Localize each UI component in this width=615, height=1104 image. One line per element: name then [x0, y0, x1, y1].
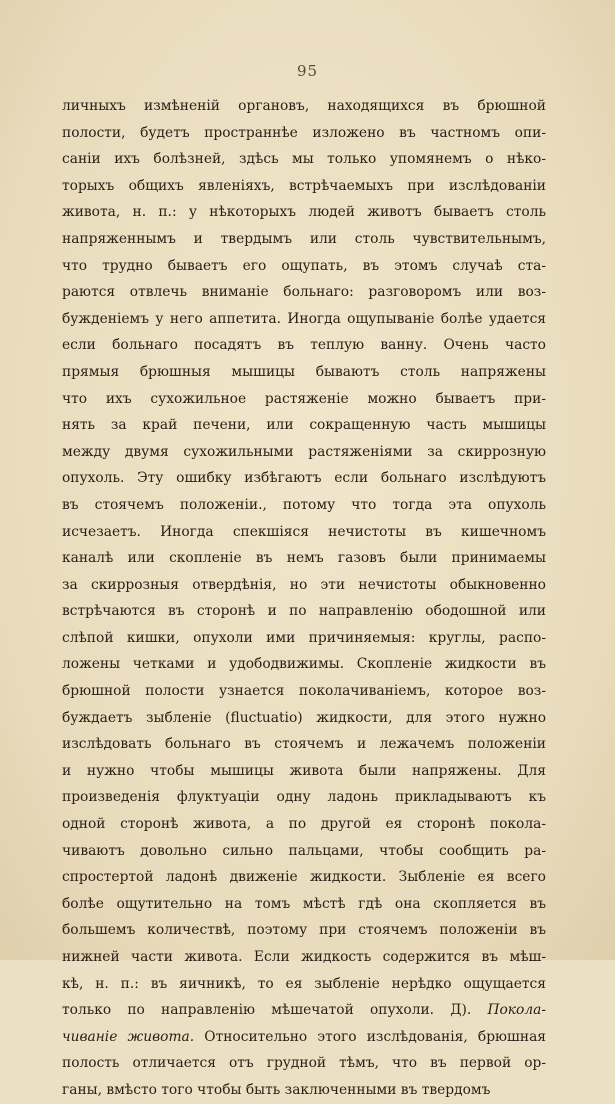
italic-heading: Покола-: [487, 1002, 546, 1019]
body-text: [62, 93, 546, 1104]
line-text: кѣ, н. п.: въ яичникѣ, то ея зыбленіе нерѣдко ощущается: [62, 975, 546, 992]
text-line: [62, 1024, 546, 1051]
text-line: [62, 917, 546, 944]
text-line: [62, 253, 546, 280]
line-text: саніи ихъ болѣзней, здѣсь мы только упомянемъ о нѣко-: [62, 151, 546, 168]
text-line: [62, 651, 546, 678]
text-line: [62, 519, 546, 546]
line-text: ганы, вмѣсто того чтобы быть заключенными въ твердомъ: [62, 1081, 491, 1098]
text-line: [62, 971, 546, 998]
line-text: ложены четками и удободвижимы. Скопленіе жидкости въ: [62, 656, 546, 673]
line-text: встрѣчаются въ сторонѣ и по направленію ободошной или: [62, 603, 546, 620]
text-line: [62, 146, 546, 173]
line-text: чиваютъ довольно сильно пальцами, чтобы сообщить ра-: [62, 842, 546, 859]
line-text: одной сторонѣ живота, а по другой ея сторонѣ покола-: [62, 816, 546, 833]
line-text: брюшной полости узнается поколачиваніемъ, которое воз-: [62, 683, 546, 700]
text-line: [62, 306, 546, 333]
line-text: что ихъ сухожильное растяженіе можно бываетъ при-: [62, 390, 546, 407]
text-line: [62, 705, 546, 732]
line-text: опухоль. Эту ошибку избѣгаютъ если больнаго изслѣдуютъ: [62, 470, 546, 487]
line-text: живота, н. п.: у нѣкоторыхъ людей животъ бываетъ столь: [62, 204, 546, 221]
text-line: [62, 731, 546, 758]
text-line: [62, 891, 546, 918]
line-text: каналѣ или скопленіе въ немъ газовъ были принимаемы: [62, 550, 546, 567]
line-text: спростертой ладонѣ движеніе жидкости. Зыбленіе ея всего: [62, 869, 546, 886]
text-line: [62, 120, 546, 147]
line-text: большемъ количествѣ, поэтому при стоячемъ положеніи въ: [62, 922, 546, 939]
text-line: [62, 412, 546, 439]
line-text: буждаетъ зыбленіе (fluctuatio) жидкости, для этого нужно: [62, 709, 546, 726]
line-text: Относительно этого изслѣдованія, брюшная: [194, 1028, 546, 1045]
text-line: [62, 1050, 546, 1077]
text-line: [62, 758, 546, 785]
text-line: [62, 492, 546, 519]
line-text: между двумя сухожильными растяженіями за скиррозную: [62, 443, 546, 460]
text-line: [62, 598, 546, 625]
line-text: полость отличается отъ грудной тѣмъ, что въ первой ор-: [62, 1055, 546, 1072]
text-line: [62, 545, 546, 572]
line-text: что трудно бываетъ его ощупать, въ этомъ случаѣ ста-: [62, 257, 546, 274]
text-line: [62, 838, 546, 865]
line-text: напряженнымъ и твердымъ или столь чувствительнымъ,: [62, 230, 546, 247]
text-line: [62, 199, 546, 226]
line-text: раются отвлечь вниманіе больнаго: разговоромъ или воз-: [62, 284, 546, 301]
text-line: [62, 811, 546, 838]
line-text: полости, будетъ пространнѣе изложено въ частномъ опи-: [62, 124, 546, 141]
text-line: [62, 226, 546, 253]
line-text: изслѣдовать больнаго въ стоячемъ и лежачемъ положеніи: [62, 736, 546, 753]
line-text: исчезаетъ. Иногда спекшіяся нечистоты въ кишечномъ: [62, 523, 546, 540]
line-text: произведенія флуктуаціи одну ладонь прикладываютъ къ: [62, 789, 546, 806]
text-line: [62, 997, 546, 1024]
line-text: и нужно чтобы мышицы живота были напряжены. Для: [62, 762, 546, 779]
text-line: [62, 332, 546, 359]
line-text: торыхъ общихъ явленіяхъ, встрѣчаемыхъ при изслѣдованіи: [62, 177, 546, 194]
line-text: личныхъ измѣненій органовъ, находящихся въ брюшной: [62, 98, 546, 114]
text-line: [62, 572, 546, 599]
text-line: [62, 439, 546, 466]
line-text: за скиррозныя отвердѣнія, но эти нечистоты обыкновенно: [62, 576, 546, 593]
line-text: нижней части живота. Если жидкость содержится въ мѣш-: [62, 949, 546, 965]
line-text: если больнаго посадятъ въ теплую ванну. Очень часто: [62, 337, 546, 354]
text-line: [62, 1077, 546, 1104]
line-text: въ стоячемъ положеніи., потому что тогда эта опухоль: [62, 496, 546, 513]
line-text: прямыя брюшныя мышицы бываютъ столь напряжены: [62, 363, 546, 380]
text-line: [62, 465, 546, 492]
line-text: только по направленію мѣшечатой опухоли. Д).: [62, 1002, 488, 1019]
text-line: [62, 625, 546, 652]
text-line: [62, 279, 546, 306]
line-text: нять за край печени, или сокращенную часть мышицы: [62, 417, 546, 434]
line-text: болѣе ощутительно на томъ мѣстѣ гдѣ она скопляется въ: [62, 895, 546, 912]
text-line: [62, 93, 546, 120]
text-line: [62, 784, 546, 811]
text-line: [62, 678, 546, 705]
italic-heading: чиваніе живота.: [62, 1028, 195, 1045]
text-line: [62, 173, 546, 200]
page-number: 95: [296, 62, 319, 80]
text-line: [62, 359, 546, 386]
text-line: [62, 386, 546, 413]
text-line: [62, 944, 546, 971]
text-line: [62, 864, 546, 891]
line-text: бужденіемъ у него аппетита. Иногда ощупываніе болѣе удается: [62, 310, 546, 327]
line-text: слѣпой кишки, опухоли ими причиняемыя: круглы, распо-: [62, 629, 546, 646]
